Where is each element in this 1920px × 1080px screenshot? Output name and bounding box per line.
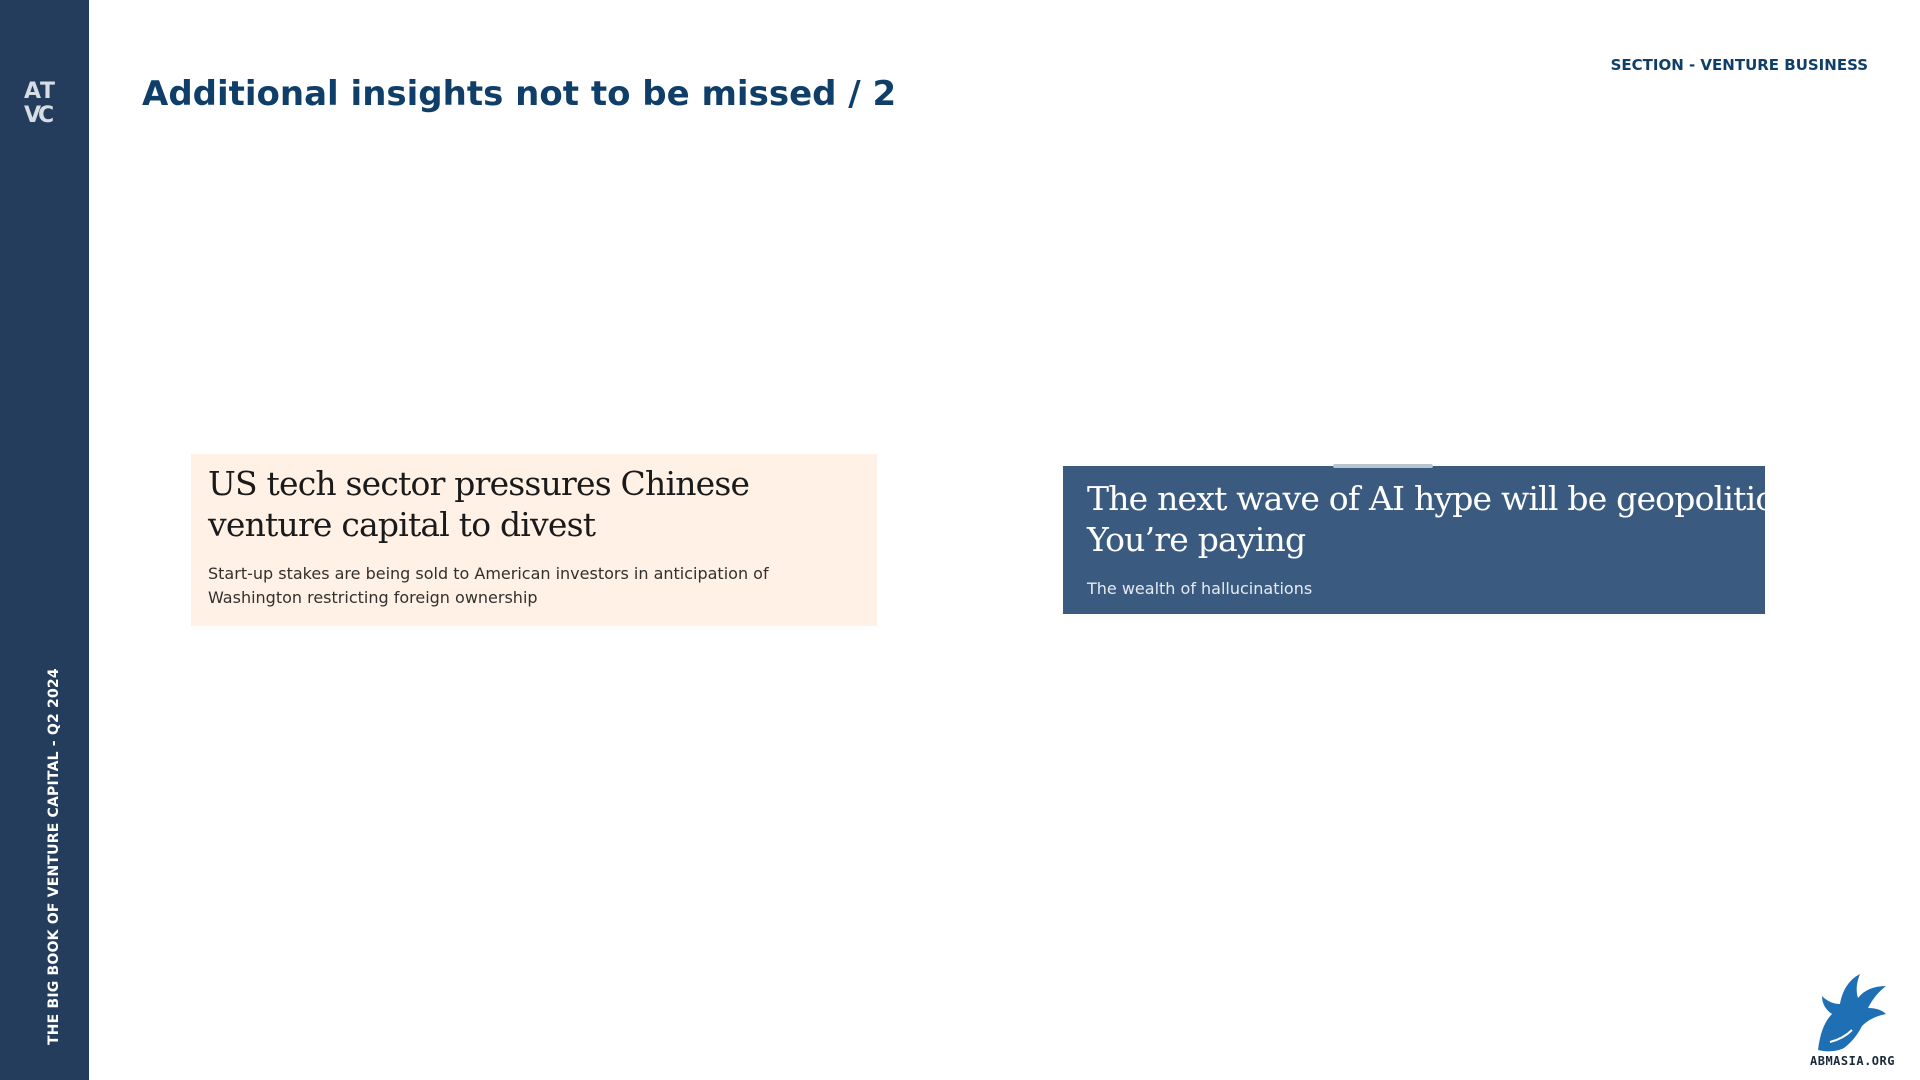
atvc-logo (22, 76, 62, 126)
report-vertical-label: THE BIG BOOK OF VENTURE CAPITAL - Q2 2024 (46, 668, 62, 1045)
svg-text:A: A (24, 79, 42, 104)
page-number: 87 (1854, 1036, 1870, 1049)
svg-text:C: C (38, 103, 55, 126)
watermark-text: ABMASIA.ORG (1810, 1054, 1895, 1068)
article-standfirst: Start-up stakes are being sold to American investors in anticipation of Washington restricting foreign ownership (208, 564, 769, 607)
article-headline: US tech sector pressures Chinese venture capital to divest (208, 464, 750, 544)
sidebar (0, 0, 89, 1080)
article-headline (1087, 478, 1812, 560)
svg-text:T: T (40, 79, 56, 104)
page-title: Additional insights not to be missed / 2 (142, 74, 897, 114)
article-card-ai-hype (1063, 466, 1812, 614)
eagle-icon (1810, 970, 1890, 1054)
article-headline-line: The next wave of AI hype will be geopolitical. (1087, 479, 1812, 518)
article-standfirst: The wealth of hallucinations (1087, 579, 1313, 598)
tab-handle (1333, 464, 1433, 468)
article-headline-line: You’re paying (1087, 520, 1306, 559)
section-label: SECTION - VENTURE BUSINESS (1610, 56, 1868, 74)
article-card-us-tech (191, 454, 877, 626)
watermark (1810, 970, 1918, 1070)
svg-text:V: V (24, 103, 42, 126)
